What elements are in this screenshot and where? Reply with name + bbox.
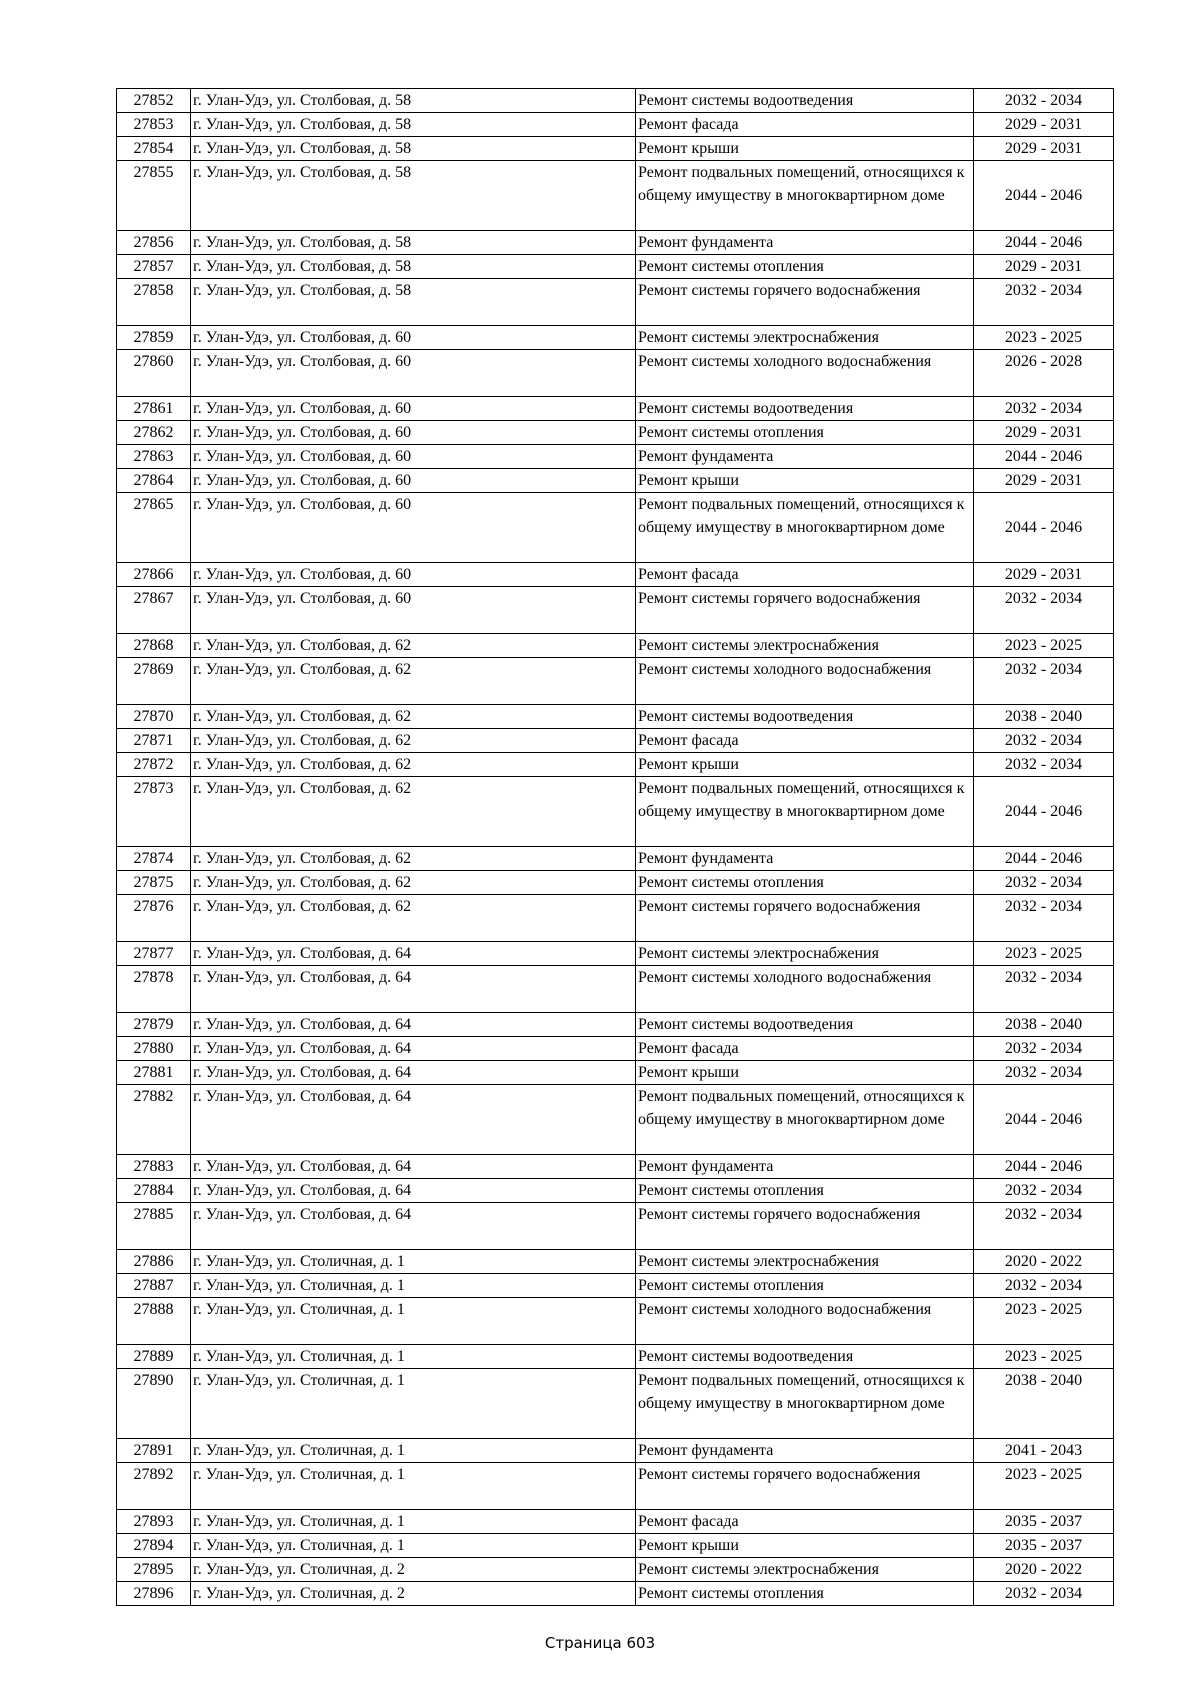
work-type-cell: Ремонт системы электроснабжения [636, 942, 974, 966]
table-row [117, 753, 1114, 777]
address-cell: г. Улан-Удэ, ул. Столбовая, д. 64 [191, 1013, 636, 1037]
address-cell: г. Улан-Удэ, ул. Столбовая, д. 58 [191, 231, 636, 255]
row-number-cell: 27857 [117, 255, 191, 279]
table-row [117, 279, 1114, 326]
row-number-cell: 27881 [117, 1061, 191, 1085]
address-cell: г. Улан-Удэ, ул. Столбовая, д. 64 [191, 1061, 636, 1085]
table-row [117, 1345, 1114, 1369]
table-row [117, 1274, 1114, 1298]
work-type-cell: Ремонт фасада [636, 729, 974, 753]
period-cell: 2041 - 2043 [974, 1439, 1114, 1463]
period-cell: 2029 - 2031 [974, 563, 1114, 587]
row-number-cell: 27894 [117, 1534, 191, 1558]
address-cell: г. Улан-Удэ, ул. Столичная, д. 1 [191, 1250, 636, 1274]
work-type-cell: Ремонт крыши [636, 137, 974, 161]
work-type-cell: Ремонт системы водоотведения [636, 397, 974, 421]
period-cell: 2035 - 2037 [974, 1534, 1114, 1558]
address-cell: г. Улан-Удэ, ул. Столбовая, д. 58 [191, 137, 636, 161]
row-number-cell: 27895 [117, 1558, 191, 1582]
table-row [117, 1582, 1114, 1606]
table-row [117, 1298, 1114, 1345]
period-cell: 2023 - 2025 [974, 634, 1114, 658]
table-row [117, 1534, 1114, 1558]
row-number-cell: 27883 [117, 1155, 191, 1179]
address-cell: г. Улан-Удэ, ул. Столичная, д. 1 [191, 1534, 636, 1558]
work-type-cell: Ремонт крыши [636, 1534, 974, 1558]
work-type-cell: Ремонт подвальных помещений, относящихся к общему имуществу в многоквартирном доме [636, 777, 974, 847]
address-cell: г. Улан-Удэ, ул. Столбовая, д. 60 [191, 350, 636, 397]
address-cell: г. Улан-Удэ, ул. Столбовая, д. 64 [191, 1037, 636, 1061]
period-cell: 2020 - 2022 [974, 1250, 1114, 1274]
table-row [117, 1037, 1114, 1061]
row-number-cell: 27891 [117, 1439, 191, 1463]
table-row [117, 137, 1114, 161]
period-cell: 2023 - 2025 [974, 326, 1114, 350]
work-type-cell: Ремонт системы отопления [636, 871, 974, 895]
work-type-cell: Ремонт фундамента [636, 445, 974, 469]
table-row [117, 1013, 1114, 1037]
address-cell: г. Улан-Удэ, ул. Столбовая, д. 60 [191, 493, 636, 563]
address-cell: г. Улан-Удэ, ул. Столбовая, д. 58 [191, 161, 636, 231]
address-cell: г. Улан-Удэ, ул. Столбовая, д. 58 [191, 113, 636, 137]
table-row [117, 895, 1114, 942]
address-cell: г. Улан-Удэ, ул. Столбовая, д. 58 [191, 279, 636, 326]
period-cell: 2038 - 2040 [974, 1369, 1114, 1439]
row-number-cell: 27884 [117, 1179, 191, 1203]
row-number-cell: 27892 [117, 1463, 191, 1510]
row-number-cell: 27876 [117, 895, 191, 942]
row-number-cell: 27889 [117, 1345, 191, 1369]
row-number-cell: 27875 [117, 871, 191, 895]
row-number-cell: 27893 [117, 1510, 191, 1534]
row-number-cell: 27870 [117, 705, 191, 729]
period-cell: 2023 - 2025 [974, 1345, 1114, 1369]
work-type-cell: Ремонт системы горячего водоснабжения [636, 1203, 974, 1250]
work-type-cell: Ремонт фасада [636, 1037, 974, 1061]
address-cell: г. Улан-Удэ, ул. Столбовая, д. 58 [191, 255, 636, 279]
period-cell: 2038 - 2040 [974, 705, 1114, 729]
row-number-cell: 27866 [117, 563, 191, 587]
work-type-cell: Ремонт системы электроснабжения [636, 326, 974, 350]
period-cell: 2032 - 2034 [974, 729, 1114, 753]
work-type-cell: Ремонт крыши [636, 469, 974, 493]
work-type-cell: Ремонт системы холодного водоснабжения [636, 658, 974, 705]
table-row [117, 1203, 1114, 1250]
table-row [117, 421, 1114, 445]
address-cell: г. Улан-Удэ, ул. Столбовая, д. 64 [191, 966, 636, 1013]
row-number-cell: 27860 [117, 350, 191, 397]
work-type-cell: Ремонт системы отопления [636, 255, 974, 279]
work-type-cell: Ремонт системы электроснабжения [636, 1558, 974, 1582]
row-number-cell: 27864 [117, 469, 191, 493]
address-cell: г. Улан-Удэ, ул. Столичная, д. 1 [191, 1463, 636, 1510]
work-type-cell: Ремонт подвальных помещений, относящихся к общему имуществу в многоквартирном доме [636, 493, 974, 563]
table-row [117, 350, 1114, 397]
address-cell: г. Улан-Удэ, ул. Столбовая, д. 62 [191, 753, 636, 777]
row-number-cell: 27873 [117, 777, 191, 847]
work-type-cell: Ремонт системы водоотведения [636, 89, 974, 113]
address-cell: г. Улан-Удэ, ул. Столбовая, д. 62 [191, 705, 636, 729]
work-type-cell: Ремонт системы отопления [636, 1582, 974, 1606]
row-number-cell: 27859 [117, 326, 191, 350]
work-type-cell: Ремонт фундамента [636, 1155, 974, 1179]
row-number-cell: 27885 [117, 1203, 191, 1250]
period-cell: 2044 - 2046 [974, 493, 1114, 563]
table-row [117, 161, 1114, 231]
row-number-cell: 27852 [117, 89, 191, 113]
work-type-cell: Ремонт подвальных помещений, относящихся к общему имуществу в многоквартирном доме [636, 1085, 974, 1155]
period-cell: 2023 - 2025 [974, 1298, 1114, 1345]
row-number-cell: 27856 [117, 231, 191, 255]
work-type-cell: Ремонт фундамента [636, 1439, 974, 1463]
row-number-cell: 27854 [117, 137, 191, 161]
table-row [117, 493, 1114, 563]
period-cell: 2044 - 2046 [974, 777, 1114, 847]
period-cell: 2029 - 2031 [974, 469, 1114, 493]
work-type-cell: Ремонт фундамента [636, 847, 974, 871]
table-row [117, 1155, 1114, 1179]
period-cell: 2044 - 2046 [974, 1155, 1114, 1179]
table-row [117, 1510, 1114, 1534]
address-cell: г. Улан-Удэ, ул. Столбовая, д. 62 [191, 871, 636, 895]
table-row [117, 89, 1114, 113]
period-cell: 2044 - 2046 [974, 847, 1114, 871]
period-cell: 2032 - 2034 [974, 1179, 1114, 1203]
row-number-cell: 27882 [117, 1085, 191, 1155]
work-type-cell: Ремонт системы отопления [636, 1179, 974, 1203]
address-cell: г. Улан-Удэ, ул. Столбовая, д. 60 [191, 587, 636, 634]
period-cell: 2032 - 2034 [974, 89, 1114, 113]
address-cell: г. Улан-Удэ, ул. Столбовая, д. 64 [191, 1179, 636, 1203]
table-row [117, 634, 1114, 658]
period-cell: 2032 - 2034 [974, 587, 1114, 634]
work-type-cell: Ремонт системы горячего водоснабжения [636, 1463, 974, 1510]
address-cell: г. Улан-Удэ, ул. Столбовая, д. 60 [191, 469, 636, 493]
work-type-cell: Ремонт системы холодного водоснабжения [636, 1298, 974, 1345]
row-number-cell: 27886 [117, 1250, 191, 1274]
work-type-cell: Ремонт крыши [636, 1061, 974, 1085]
table-row [117, 1250, 1114, 1274]
row-number-cell: 27879 [117, 1013, 191, 1037]
address-cell: г. Улан-Удэ, ул. Столбовая, д. 64 [191, 1085, 636, 1155]
table-row [117, 1085, 1114, 1155]
address-cell: г. Улан-Удэ, ул. Столбовая, д. 58 [191, 89, 636, 113]
table-row [117, 469, 1114, 493]
row-number-cell: 27887 [117, 1274, 191, 1298]
address-cell: г. Улан-Удэ, ул. Столбовая, д. 64 [191, 942, 636, 966]
address-cell: г. Улан-Удэ, ул. Столбовая, д. 62 [191, 634, 636, 658]
period-cell: 2032 - 2034 [974, 1203, 1114, 1250]
table-row [117, 729, 1114, 753]
table-row [117, 942, 1114, 966]
period-cell: 2044 - 2046 [974, 161, 1114, 231]
work-type-cell: Ремонт системы водоотведения [636, 1013, 974, 1037]
work-type-cell: Ремонт подвальных помещений, относящихся к общему имуществу в многоквартирном доме [636, 161, 974, 231]
table-row [117, 658, 1114, 705]
period-cell: 2044 - 2046 [974, 231, 1114, 255]
row-number-cell: 27853 [117, 113, 191, 137]
row-number-cell: 27896 [117, 1582, 191, 1606]
period-cell: 2029 - 2031 [974, 113, 1114, 137]
address-cell: г. Улан-Удэ, ул. Столбовая, д. 64 [191, 1155, 636, 1179]
address-cell: г. Улан-Удэ, ул. Столбовая, д. 60 [191, 326, 636, 350]
work-type-cell: Ремонт системы горячего водоснабжения [636, 279, 974, 326]
table-row [117, 563, 1114, 587]
table-row [117, 1439, 1114, 1463]
work-type-cell: Ремонт системы водоотведения [636, 705, 974, 729]
work-type-cell: Ремонт фасада [636, 563, 974, 587]
address-cell: г. Улан-Удэ, ул. Столбовая, д. 60 [191, 445, 636, 469]
table-row [117, 587, 1114, 634]
address-cell: г. Улан-Удэ, ул. Столбовая, д. 60 [191, 421, 636, 445]
row-number-cell: 27874 [117, 847, 191, 871]
period-cell: 2032 - 2034 [974, 658, 1114, 705]
row-number-cell: 27878 [117, 966, 191, 1013]
table-row [117, 1558, 1114, 1582]
table-row [117, 255, 1114, 279]
table-row [117, 397, 1114, 421]
period-cell: 2032 - 2034 [974, 966, 1114, 1013]
row-number-cell: 27862 [117, 421, 191, 445]
period-cell: 2032 - 2034 [974, 895, 1114, 942]
table-row [117, 326, 1114, 350]
address-cell: г. Улан-Удэ, ул. Столичная, д. 1 [191, 1298, 636, 1345]
period-cell: 2032 - 2034 [974, 871, 1114, 895]
row-number-cell: 27865 [117, 493, 191, 563]
period-cell: 2032 - 2034 [974, 1037, 1114, 1061]
address-cell: г. Улан-Удэ, ул. Столичная, д. 1 [191, 1274, 636, 1298]
work-type-cell: Ремонт системы отопления [636, 1274, 974, 1298]
period-cell: 2038 - 2040 [974, 1013, 1114, 1037]
table-row [117, 1061, 1114, 1085]
address-cell: г. Улан-Удэ, ул. Столбовая, д. 62 [191, 658, 636, 705]
work-type-cell: Ремонт системы электроснабжения [636, 634, 974, 658]
address-cell: г. Улан-Удэ, ул. Столичная, д. 1 [191, 1369, 636, 1439]
row-number-cell: 27868 [117, 634, 191, 658]
address-cell: г. Улан-Удэ, ул. Столбовая, д. 60 [191, 397, 636, 421]
address-cell: г. Улан-Удэ, ул. Столичная, д. 1 [191, 1345, 636, 1369]
address-cell: г. Улан-Удэ, ул. Столичная, д. 1 [191, 1510, 636, 1534]
address-cell: г. Улан-Удэ, ул. Столбовая, д. 62 [191, 847, 636, 871]
address-cell: г. Улан-Удэ, ул. Столбовая, д. 60 [191, 563, 636, 587]
table-body [117, 89, 1114, 1606]
period-cell: 2044 - 2046 [974, 445, 1114, 469]
period-cell: 2029 - 2031 [974, 421, 1114, 445]
row-number-cell: 27871 [117, 729, 191, 753]
address-cell: г. Улан-Удэ, ул. Столбовая, д. 62 [191, 729, 636, 753]
table-row [117, 445, 1114, 469]
work-type-cell: Ремонт фасада [636, 1510, 974, 1534]
work-type-cell: Ремонт системы отопления [636, 421, 974, 445]
period-cell: 2029 - 2031 [974, 255, 1114, 279]
table-row [117, 966, 1114, 1013]
work-type-cell: Ремонт фундамента [636, 231, 974, 255]
address-cell: г. Улан-Удэ, ул. Столбовая, д. 62 [191, 895, 636, 942]
work-type-cell: Ремонт системы электроснабжения [636, 1250, 974, 1274]
work-type-cell: Ремонт системы холодного водоснабжения [636, 350, 974, 397]
row-number-cell: 27867 [117, 587, 191, 634]
work-type-cell: Ремонт системы водоотведения [636, 1345, 974, 1369]
row-number-cell: 27861 [117, 397, 191, 421]
row-number-cell: 27880 [117, 1037, 191, 1061]
row-number-cell: 27858 [117, 279, 191, 326]
address-cell: г. Улан-Удэ, ул. Столичная, д. 2 [191, 1558, 636, 1582]
work-type-cell: Ремонт фасада [636, 113, 974, 137]
address-cell: г. Улан-Удэ, ул. Столбовая, д. 64 [191, 1203, 636, 1250]
work-type-cell: Ремонт системы горячего водоснабжения [636, 895, 974, 942]
table-row [117, 705, 1114, 729]
period-cell: 2032 - 2034 [974, 397, 1114, 421]
row-number-cell: 27888 [117, 1298, 191, 1345]
work-type-cell: Ремонт системы холодного водоснабжения [636, 966, 974, 1013]
period-cell: 2035 - 2037 [974, 1510, 1114, 1534]
row-number-cell: 27872 [117, 753, 191, 777]
row-number-cell: 27890 [117, 1369, 191, 1439]
table-row [117, 847, 1114, 871]
period-cell: 2029 - 2031 [974, 137, 1114, 161]
period-cell: 2032 - 2034 [974, 1061, 1114, 1085]
work-type-cell: Ремонт системы горячего водоснабжения [636, 587, 974, 634]
row-number-cell: 27863 [117, 445, 191, 469]
row-number-cell: 27869 [117, 658, 191, 705]
period-cell: 2044 - 2046 [974, 1085, 1114, 1155]
period-cell: 2032 - 2034 [974, 279, 1114, 326]
period-cell: 2023 - 2025 [974, 942, 1114, 966]
page-number: Страница 603 [544, 1634, 656, 1652]
table-row [117, 871, 1114, 895]
period-cell: 2023 - 2025 [974, 1463, 1114, 1510]
table-row [117, 113, 1114, 137]
address-cell: г. Улан-Удэ, ул. Столичная, д. 2 [191, 1582, 636, 1606]
row-number-cell: 27877 [117, 942, 191, 966]
table-row [117, 777, 1114, 847]
work-type-cell: Ремонт крыши [636, 753, 974, 777]
table-row [117, 1369, 1114, 1439]
address-cell: г. Улан-Удэ, ул. Столбовая, д. 62 [191, 777, 636, 847]
address-cell: г. Улан-Удэ, ул. Столичная, д. 1 [191, 1439, 636, 1463]
work-type-cell: Ремонт подвальных помещений, относящихся к общему имуществу в многоквартирном доме [636, 1369, 974, 1439]
period-cell: 2032 - 2034 [974, 1582, 1114, 1606]
repair-schedule-table [116, 88, 1114, 1606]
period-cell: 2020 - 2022 [974, 1558, 1114, 1582]
table-row [117, 1179, 1114, 1203]
row-number-cell: 27855 [117, 161, 191, 231]
period-cell: 2032 - 2034 [974, 1274, 1114, 1298]
period-cell: 2032 - 2034 [974, 753, 1114, 777]
table-row [117, 231, 1114, 255]
table-row [117, 1463, 1114, 1510]
period-cell: 2026 - 2028 [974, 350, 1114, 397]
